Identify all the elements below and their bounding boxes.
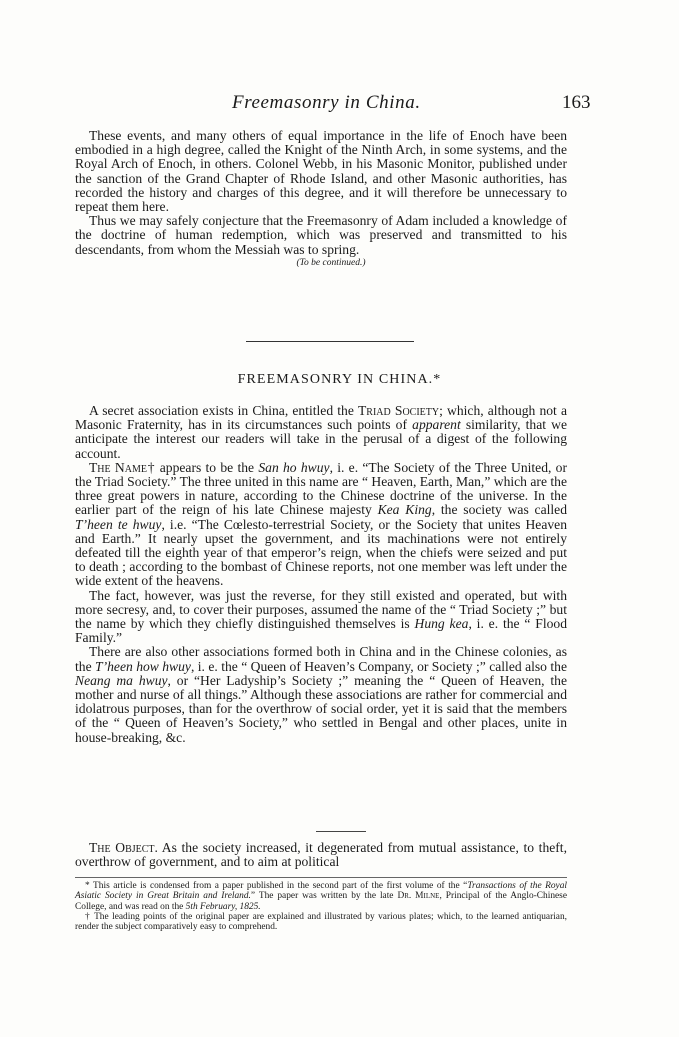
article-paragraph-object bbox=[75, 841, 567, 869]
text-run: ; which, although not a Masonic Fraternity, has in its circumstances such points of bbox=[75, 403, 568, 433]
apparent-term: apparent bbox=[412, 417, 461, 433]
section-divider bbox=[246, 341, 414, 342]
author-name: Dr. Milne bbox=[397, 891, 440, 902]
text-run: The fact, however, was just the reverse, for they still existed and operated, but with more secresy, and, to cover their purposes, assumed the name of the “ Triad Society ;” but the name by which they chiefly distinguished themselves is bbox=[75, 587, 567, 632]
article-paragraph-fact bbox=[75, 589, 567, 646]
the-object-lead: The Object. bbox=[89, 840, 158, 855]
text-run: , i. e. “The Society of the Three United, or the Triad Society.” The three united in this name are “ Heaven, Earth, Man,” which are the three great powers in nature, according to the Chinese doctrine of the universe. In the earlier part of the reign of his late Chinese majesty bbox=[75, 459, 568, 518]
san-ho-hwuy-term: San ho hwuy bbox=[258, 459, 330, 475]
object-section bbox=[75, 841, 567, 869]
text-run: similarity, that we anticipate the interest our readers will take in the perusal of a digest of the following account. bbox=[75, 417, 567, 461]
theen-how-hwuy-term: T’heen how hwuy bbox=[95, 658, 191, 674]
intro-paragraph-2: Thus we may safely conjecture that the Freemasonry of Adam included a knowledge of the doctrine of human redemption, which was preserved and transmitted to his descendants, from whom the Messiah was to spring. bbox=[75, 213, 567, 257]
to-be-continued-note: (To be continued.) bbox=[296, 257, 366, 268]
theen-te-hwuy-term: T’heen te hwuy bbox=[75, 516, 162, 532]
page-number: 163 bbox=[562, 92, 591, 113]
running-title: Freemasonry in China. bbox=[232, 92, 421, 113]
text-run: There are also other associations formed both in China and in the Chinese colonies, as the bbox=[75, 644, 567, 674]
article-title: FREEMASONRY IN CHINA.* bbox=[237, 372, 442, 387]
text-run: , i. e. the “ Queen of Heaven’s Company, or Society ;” called also the bbox=[190, 658, 567, 674]
footnotes bbox=[75, 881, 567, 932]
footnote-rule bbox=[75, 877, 567, 878]
intro-paragraph-1: These events, and many others of equal importance in the life of Enoch have been embodied in a high degree, called the Knight of the Ninth Arch, in some systems, and the Royal Arch of Enoch, in others. Colonel Webb, in his Masonic Monitor, published under the sanction of the Grand Chapter of Rhode Island, and other Masonic authorities, has recorded the history and charges of this degree, and it will therefore be unnecessary to repeat them here. bbox=[75, 128, 567, 215]
page-header bbox=[0, 92, 679, 116]
hung-kea-term: Hung kea bbox=[414, 616, 469, 632]
article-body bbox=[75, 404, 567, 745]
footnote-dagger: † The leading points of the original paper are explained and illustrated by various plates; which, to the learned antiquarian, render the subject comparatively easy to comprehend. bbox=[75, 911, 567, 933]
text-run: ” The paper was written by the late bbox=[250, 891, 398, 902]
text-run: A secret association exists in China, entitled the bbox=[89, 403, 358, 418]
transactions-title: Transactions of the Royal Asiatic Society in Great Britain and Ireland. bbox=[75, 881, 567, 902]
neang-ma-hwuy-term: Neang ma hwuy bbox=[75, 672, 168, 688]
text-run: , Principal of the Anglo-Chinese College, and was read on the bbox=[75, 891, 567, 912]
text-run: , the society was called bbox=[431, 502, 567, 518]
short-divider bbox=[316, 831, 366, 832]
article-paragraph-intro bbox=[75, 404, 567, 461]
intro-section bbox=[75, 129, 567, 268]
text-run: , i.e. “The Cœlesto-terrestrial Society, or the Society that unites Heaven and Earth.” It nearly upset the government, and its machinations were not entirely defeated till the eighth year of that emperor’s reign, when the chiefs were seized and put to death ; according to the bombast of Chinese reports, not one member was left under the wide extent of the heavens. bbox=[75, 516, 567, 589]
article-paragraph-name bbox=[75, 461, 567, 589]
footnote-asterisk bbox=[75, 881, 567, 912]
the-name-lead: The Name† bbox=[89, 459, 156, 475]
article-paragraph-associations bbox=[75, 645, 567, 744]
text-run: , or “Her Ladyship’s Society ;” meaning the “ Queen of Heaven, the mother and nurse of all things.” Although these associations are rather for commercial and idolatrous purposes, than for the overthrow of social order, yet it is said that the members of the “ Queen of Heaven’s Society,” who settled in Bengal and other places, unite in house-breaking, &c. bbox=[75, 672, 567, 745]
text-run: * This article is condensed from a paper published in the second part of the first volume of the “ bbox=[85, 881, 468, 891]
text-run: As the society increased, it degenerated from mutual assistance, to theft, overthrow of government, and to aim at political bbox=[75, 840, 567, 870]
triad-society-term: Triad Society bbox=[358, 403, 440, 418]
text-run: , i. e. the “ Flood Family.” bbox=[75, 616, 567, 646]
read-date: 5th February, 1825. bbox=[185, 901, 261, 912]
text-run: appears to be the bbox=[155, 459, 259, 475]
kea-king-term: Kea King bbox=[377, 502, 432, 518]
